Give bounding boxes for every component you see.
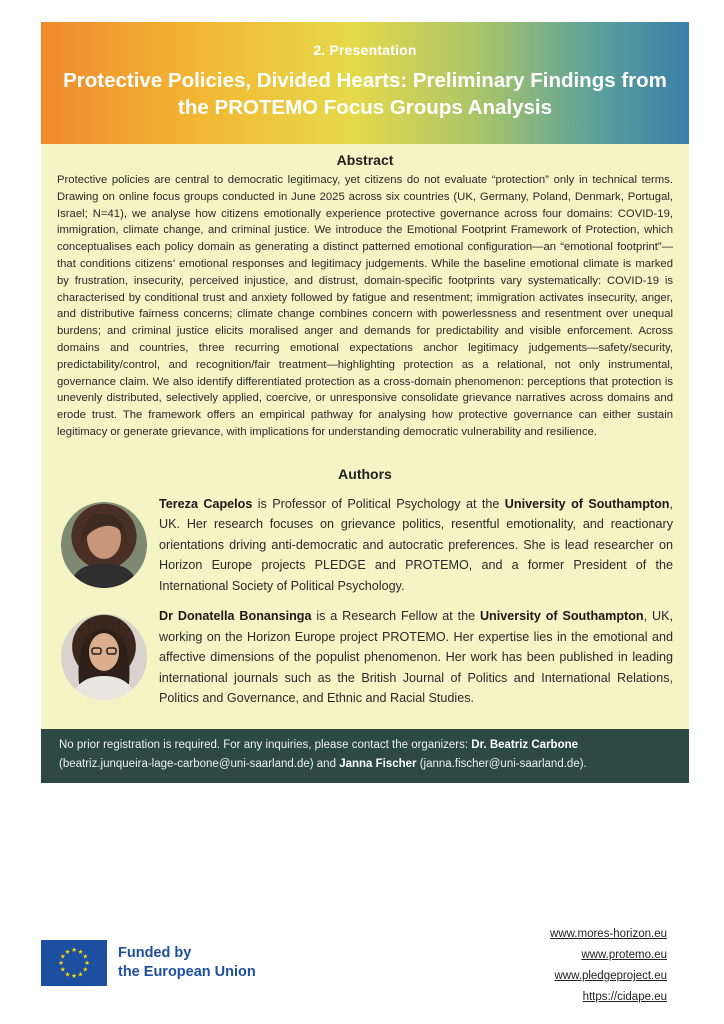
author-bio xyxy=(159,606,673,709)
eu-star-icon: ★ xyxy=(58,960,64,968)
funding-line: the European Union xyxy=(118,964,256,980)
author-photo xyxy=(61,614,147,700)
eu-flag-icon xyxy=(41,940,107,986)
organizer-name: Janna Fischer xyxy=(339,758,417,771)
project-links xyxy=(550,924,667,1008)
footer xyxy=(41,920,689,1020)
eu-star-icon: ★ xyxy=(82,966,89,974)
author-photo xyxy=(61,502,147,588)
funding-label xyxy=(118,944,256,982)
author-entry xyxy=(57,606,673,709)
eu-star-icon: ★ xyxy=(59,953,66,961)
link-mores[interactable]: www.mores-horizon.eu xyxy=(550,928,667,940)
author-bio-text: , UK. Her research focuses on grievance politics, resentful emotionality, and reactionary orientations driving anti-democratic and autocratic preferences. She is lead researcher on Horizon Europe projects PLEDGE and PROTEMO, and a former President of the International Society of Political Psychology. xyxy=(159,496,673,593)
link-protemo[interactable]: www.protemo.eu xyxy=(581,949,667,961)
title-banner xyxy=(41,22,689,144)
abstract-heading: Abstract xyxy=(336,152,394,168)
contact-info xyxy=(41,729,689,783)
eu-star-icon: ★ xyxy=(59,966,66,974)
eu-star-icon: ★ xyxy=(77,948,84,956)
section-label: 2. Presentation xyxy=(313,42,417,58)
eu-star-icon: ★ xyxy=(84,960,90,968)
eu-star-icon: ★ xyxy=(64,971,71,979)
author-name: Tereza Capelos xyxy=(159,496,253,511)
abstract-text: Protective policies are central to democratic legitimacy, yet citizens do not evaluate “protection” only in technical terms. Drawing on online focus groups conducted in June 2025 across six countries (UK, Germany, Poland, Denmark, Portugal, Israel; N=41), we analyse how citizens emotionally experience protective governance across four domains: COVID-19, immigration, climate change, and criminal justice. We introduce the Emotional Footprint Framework of Protection, which conceptualises each policy domain as generating a distinct patterned emotional configuration—an “emotional footprint”—that conditions citizens’ emotional responses and legitimacy judgements. While the baseline emotional climate is marked by frustration, insecurity, perceived injustice, and distrust, domain-specific footprints vary systematically: COVID-19 is characterised by conditional trust and anxiety followed by fatigue and resentment; immigration activates insecurity, anger, and distributive fairness concerns; climate change combines concern with powerlessness and resentment over unequal burdens; and criminal justice elicits moralised anger and demands for predictability and visible enforcement. Across domains and countries, three recurring emotional expectations anchor legitimacy judgements—safety/security, predictability/control, and recognition/fair treatment—highlighting protection as a relational, not only instrumental, governance claim. We also identify differentiated protection as a cross-domain phenomenon: perceptions that protection is unevenly distributed, selectively applied, coercive, or unresponsive consolidate grievance narratives across domains and erode trust. The framework offers an empirical pathway for analysing how protective governance can either sustain legitimacy or generate grievance, with implications for understanding democratic vulnerability and resilience. xyxy=(57,174,673,438)
eu-star-icon: ★ xyxy=(77,971,84,979)
author-entry xyxy=(57,494,673,597)
event-card xyxy=(41,22,689,783)
author-bio-text: is a Research Fellow at the xyxy=(311,609,480,624)
link-cidape[interactable]: https://cidape.eu xyxy=(582,991,667,1003)
eu-star-icon: ★ xyxy=(64,948,71,956)
presentation-title: Protective Policies, Divided Hearts: Preliminary Findings from the PROTEMO Focus Groups Analysis xyxy=(63,69,667,119)
contact-text: No prior registration is required. For any inquiries, please contact the organizers: xyxy=(59,738,472,751)
authors-heading: Authors xyxy=(338,465,392,482)
eu-funding-logo xyxy=(41,940,256,986)
organizer-email: (beatriz.junqueira-lage-carbone@uni-saarland.de) and xyxy=(59,758,340,771)
author-bio-text: is Professor of Political Psychology at the xyxy=(252,496,505,511)
author-institution: University of Southampton xyxy=(479,609,644,624)
eu-star-icon: ★ xyxy=(82,953,89,961)
eu-star-icon: ★ xyxy=(71,947,77,955)
author-bio-text: , UK, working on the Horizon Europe project PROTEMO. Her expertise lies in the emotional and affective dimensions of the populist phenomenon. Her work has been published in leading international journals such as the British Journal of Politics and International Relations, Politics and Governance, and Ethnic and Racial Studies. xyxy=(159,609,673,706)
eu-star-icon: ★ xyxy=(71,973,77,981)
content-panel xyxy=(41,144,689,729)
author-bio xyxy=(159,494,673,597)
organizer-name: Dr. Beatriz Carbone xyxy=(471,738,579,751)
link-pledge[interactable]: www.pledgeproject.eu xyxy=(554,970,667,982)
author-institution: University of Southampton xyxy=(504,496,670,511)
organizer-email: (janna.fischer@uni-saarland.de). xyxy=(416,758,587,771)
funding-line: Funded by xyxy=(118,945,192,961)
author-name: Dr Donatella Bonansinga xyxy=(159,609,312,624)
